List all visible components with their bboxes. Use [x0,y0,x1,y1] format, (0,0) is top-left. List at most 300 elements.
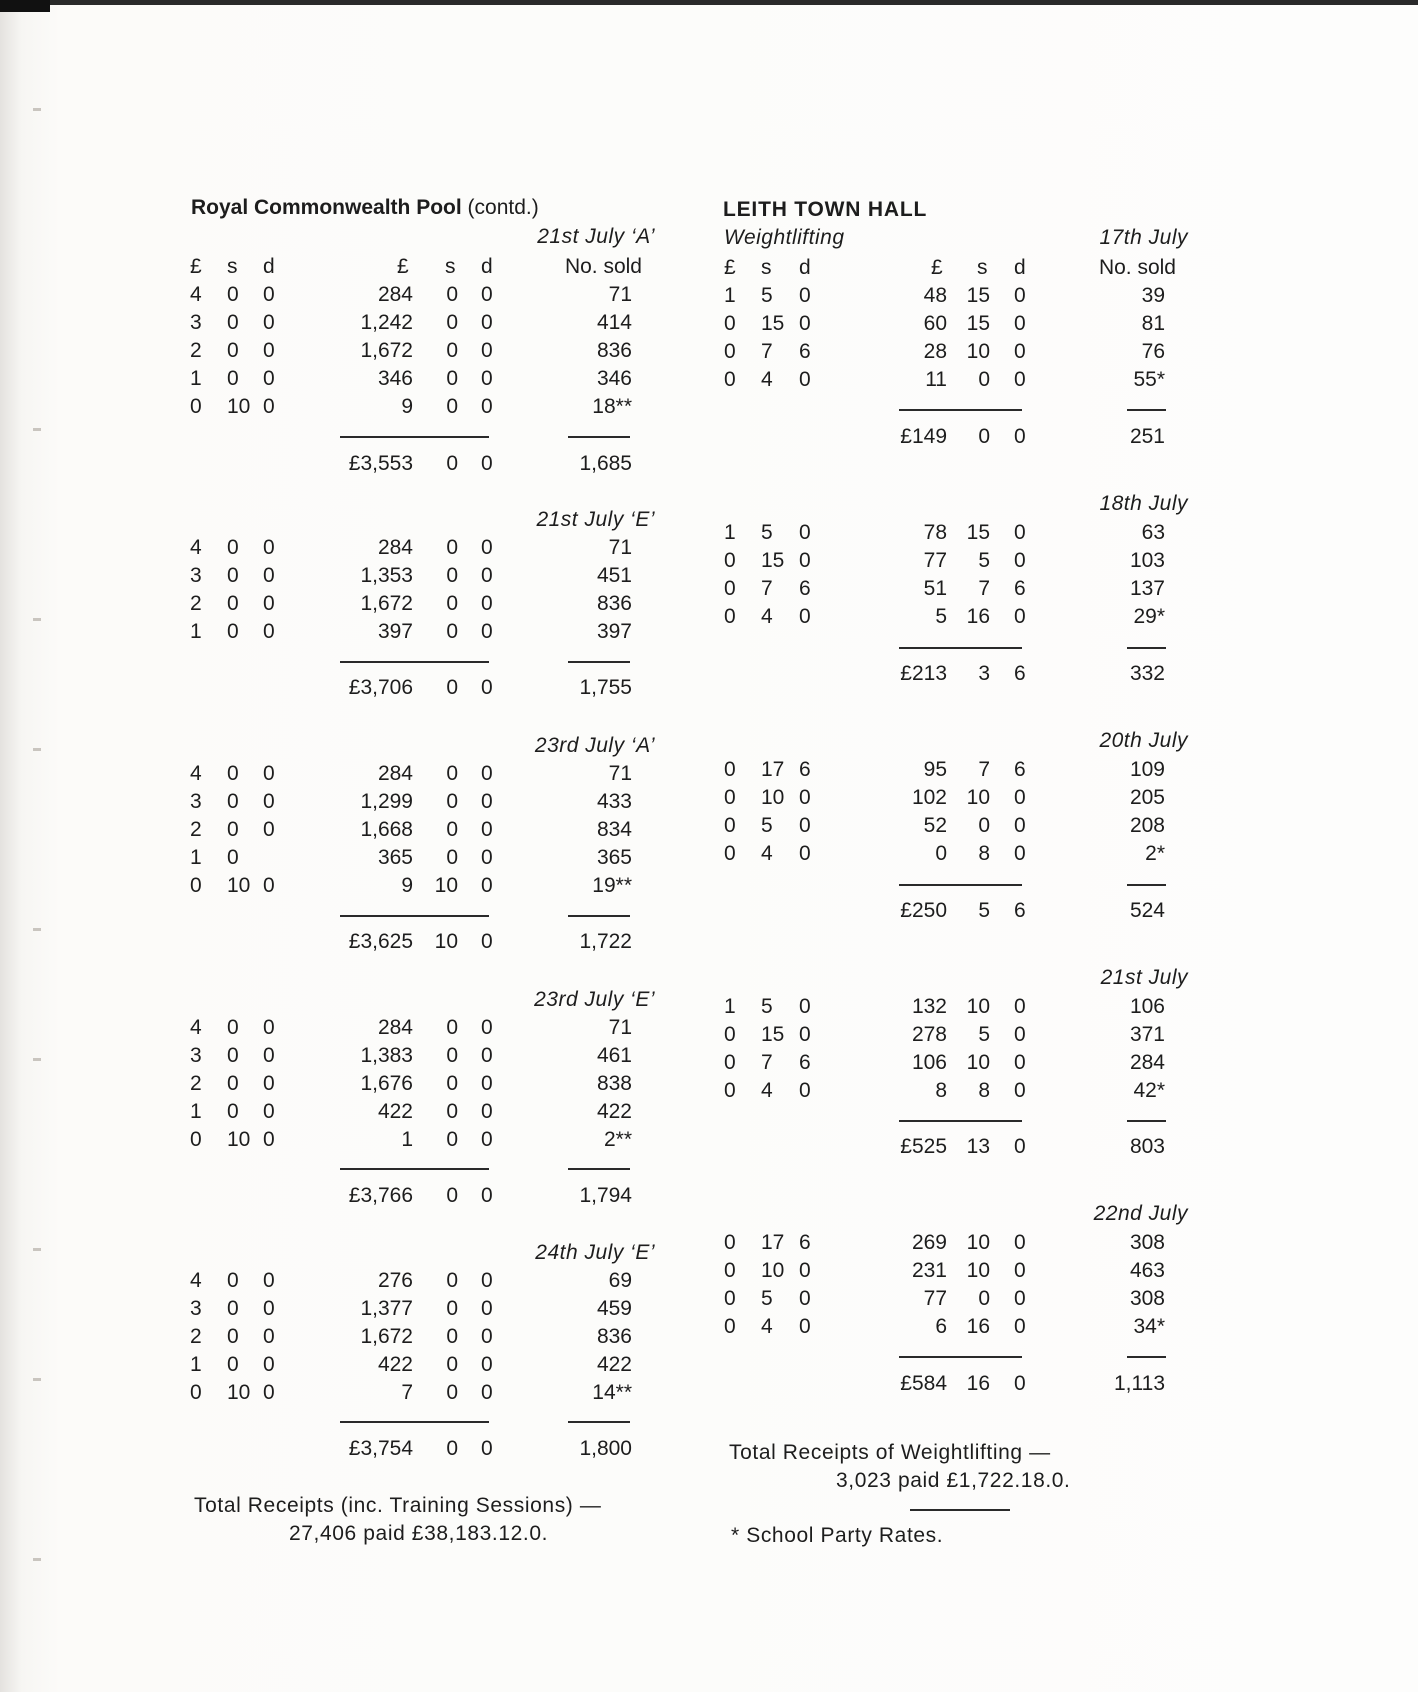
number-sold-cell: 371 [1129,1023,1165,1046]
receipts-pounds-cell: 1,242 [360,311,413,334]
receipts-pence-cell: 0 [1014,786,1026,809]
price-cell: 10 [761,786,785,809]
receipts-pence-cell: 0 [481,790,493,813]
receipts-shillings-cell: 15 [966,312,990,335]
receipts-shillings-cell: 5 [978,549,990,572]
receipts-pounds-cell: 284 [377,283,413,306]
receipts-pence-cell: 0 [481,1072,493,1095]
receipts-pence-cell: 0 [481,762,493,785]
total-pence: 6 [1014,662,1026,685]
price-cell: 6 [799,340,811,363]
receipts-pence-cell: 0 [1014,340,1026,363]
total-sold: 332 [1129,662,1165,685]
receipts-pounds-cell: 48 [923,284,947,307]
total-pounds: £584 [900,1372,947,1395]
number-sold-cell: 34* [1133,1315,1165,1338]
total-sold: 803 [1129,1135,1165,1158]
receipts-pounds-cell: 346 [377,367,413,390]
price-cell: 0 [263,1044,275,1067]
table-row [0,1051,1418,1079]
price-cell: 4 [761,605,773,628]
session-total-row [0,1135,1418,1163]
number-sold-cell: 414 [596,311,632,334]
price-cell: 0 [799,1287,811,1310]
receipts-shillings-cell: 0 [978,1287,990,1310]
receipts-pence-cell: 0 [481,367,493,390]
receipts-pence-cell: 0 [481,1325,493,1348]
receipts-shillings-cell: 8 [978,1079,990,1102]
receipts-pence-cell: 0 [481,1100,493,1123]
price-cell: 0 [724,1259,736,1282]
total-pounds: £213 [900,662,947,685]
price-cell: 0 [799,786,811,809]
price-cell: 10 [227,1381,251,1404]
price-cell: 0 [263,1381,275,1404]
receipts-shillings-cell: 10 [966,1231,990,1254]
receipts-pence-cell: 0 [1014,312,1026,335]
number-sold-cell: 76 [1141,340,1165,363]
session-date: 23rd July ‘E’ [534,988,655,1011]
receipts-shillings-cell: 0 [446,1353,458,1376]
table-row [0,1287,1418,1315]
number-sold-cell: 2** [603,1128,632,1151]
price-cell: 2 [190,592,202,615]
price-cell: 0 [799,1259,811,1282]
table-row [0,1023,1418,1051]
table-row [0,874,1418,902]
total-pounds: £3,553 [348,452,413,475]
number-sold-cell: 71 [608,536,632,559]
price-cell: 2 [190,1325,202,1348]
price-cell: 5 [761,995,773,1018]
receipts-pounds-cell: 0 [935,842,947,865]
number-sold-cell: 346 [596,367,632,390]
number-sold-cell: 308 [1129,1231,1165,1254]
price-cell: 0 [263,874,275,897]
table-row [0,577,1418,605]
receipts-pounds-cell: 422 [377,1100,413,1123]
price-cell: 0 [227,592,239,615]
total-pounds: £3,706 [348,676,413,699]
price-cell: 4 [190,762,202,785]
price-cell: 2 [190,339,202,362]
price-cell: 0 [724,1023,736,1046]
receipts-pence-cell: 0 [481,846,493,869]
price-cell: 0 [799,1079,811,1102]
receipts-shillings-cell: 0 [446,564,458,587]
receipts-pounds-cell: 231 [911,1259,947,1282]
price-cell: 0 [227,1269,239,1292]
price-cell: 0 [724,549,736,572]
price-cell: 0 [724,1051,736,1074]
subtotal-rule [568,1421,630,1423]
price-cell: 6 [799,577,811,600]
price-cell: 0 [227,1044,239,1067]
price-cell: 0 [799,1315,811,1338]
receipts-pence-cell: 0 [1014,1259,1026,1282]
number-sold-cell: 451 [596,564,632,587]
receipts-shillings-cell: 0 [446,1100,458,1123]
price-cell: 0 [227,818,239,841]
receipts-shillings-cell: 0 [446,790,458,813]
price-cell: 4 [190,536,202,559]
price-cell: 10 [227,395,251,418]
receipts-pence-cell: 0 [1014,521,1026,544]
price-col-header: £ [724,256,736,279]
sold-col-header: No. sold [564,255,642,278]
receipts-shillings-cell: 0 [446,1381,458,1404]
receipts-pence-cell: 0 [481,283,493,306]
receipts-shillings-cell: 5 [978,1023,990,1046]
receipts-shillings-cell: 0 [446,818,458,841]
receipts-pence-cell: 0 [481,1128,493,1151]
total-pence: 0 [481,676,493,699]
price-cell: 2 [190,818,202,841]
session-total-row [0,1372,1418,1400]
price-cell: 7 [761,577,773,600]
session-date: 21st July ‘A’ [537,225,655,248]
price-cell: 0 [227,790,239,813]
price-cell: 0 [190,395,202,418]
receipts-pounds-cell: 422 [377,1353,413,1376]
number-sold-cell: 836 [596,592,632,615]
receipts-pounds-cell: 11 [925,368,947,391]
receipts-shillings-cell: 0 [446,283,458,306]
price-cell: 7 [761,340,773,363]
total-sold: 251 [1129,425,1165,448]
receipts-shillings-cell: 16 [966,605,990,628]
pool-total-line2: 27,406 paid £38,183.12.0. [289,1522,549,1545]
total-sold: 1,755 [579,676,632,699]
price-cell: 15 [761,1023,785,1046]
price-cell: 0 [724,1231,736,1254]
receipts-shillings-cell: 0 [446,1269,458,1292]
table-row [0,521,1418,549]
subtotal-rule [1127,647,1166,649]
number-sold-cell: 365 [596,846,632,869]
price-cell: 0 [724,368,736,391]
price-cell: 6 [799,1231,811,1254]
price-cell: 0 [799,814,811,837]
total-shillings: 0 [446,1184,458,1207]
receipts-shillings-cell: 0 [978,814,990,837]
price-cell: 10 [227,874,251,897]
total-shillings: 3 [978,662,990,685]
price-cell: 5 [761,284,773,307]
price-cell: 0 [227,283,239,306]
receipts-pence-cell: 0 [481,564,493,587]
price-cell: 0 [799,842,811,865]
price-cell: 1 [190,367,202,390]
price-cell: 0 [263,762,275,785]
receipts-pounds-cell: 77 [923,549,947,572]
number-sold-cell: 205 [1129,786,1165,809]
price-cell: 0 [263,1100,275,1123]
price-cell: 0 [263,283,275,306]
pool-name: Royal Commonwealth Pool [191,196,462,219]
total-pence: 0 [481,930,493,953]
receipts-pounds-cell: 1,383 [360,1044,413,1067]
total-pence: 0 [481,452,493,475]
receipts-shillings-cell: 0 [446,395,458,418]
subtotal-rule [1127,1120,1166,1122]
receipts-pence-cell: 0 [481,1381,493,1404]
price-col-header: s [227,255,238,278]
receipts-pounds-cell: 5 [935,605,947,628]
receipts-pence-cell: 0 [481,1016,493,1039]
receipts-shillings-cell: 0 [446,536,458,559]
price-cell: 0 [263,311,275,334]
subtotal-rule [899,409,1022,411]
receipts-pence-cell: 0 [1014,284,1026,307]
receipts-pence-cell: 0 [481,1297,493,1320]
price-cell: 10 [227,1128,251,1151]
session-date: 21st July ‘E’ [536,508,655,531]
receipts-pounds-cell: 9 [401,874,413,897]
total-sold: 1,722 [579,930,632,953]
price-cell: 0 [190,874,202,897]
price-cell: 3 [190,1297,202,1320]
price-cell: 4 [761,1079,773,1102]
price-cell: 0 [724,786,736,809]
receipts-shillings-cell: 0 [446,592,458,615]
number-sold-cell: 71 [608,283,632,306]
receipts-shillings-cell: 10 [966,1051,990,1074]
number-sold-cell: 106 [1129,995,1165,1018]
receipts-pounds-cell: 78 [923,521,947,544]
price-cell: 1 [190,1353,202,1376]
receipts-pence-cell: 0 [481,818,493,841]
number-sold-cell: 308 [1129,1287,1165,1310]
price-col-header: d [263,255,275,278]
price-cell: 0 [724,340,736,363]
number-sold-cell: 834 [596,818,632,841]
total-pence: 0 [481,1437,493,1460]
receipts-pounds-cell: 1,672 [360,592,413,615]
top-edge-corner [0,0,50,12]
price-cell: 4 [190,283,202,306]
receipts-pence-cell: 0 [481,874,493,897]
session-total-row [0,1184,1418,1212]
total-pence: 6 [1014,899,1026,922]
number-sold-cell: 14** [592,1381,632,1404]
price-cell: 0 [263,339,275,362]
price-cell: 0 [190,1128,202,1151]
number-sold-cell: 137 [1129,577,1165,600]
receipts-shillings-cell: 10 [966,995,990,1018]
receipts-pounds-cell: 1,299 [360,790,413,813]
receipts-shillings-cell: 0 [446,1016,458,1039]
total-sold: 524 [1129,899,1165,922]
receipts-pence-cell: 0 [1014,605,1026,628]
receipts-shillings-cell: 0 [978,368,990,391]
receipts-col-header: d [481,255,493,278]
number-sold-cell: 459 [596,1297,632,1320]
number-sold-cell: 18** [592,395,632,418]
receipts-pounds-cell: 6 [935,1315,947,1338]
school-party-note: * School Party Rates. [731,1524,944,1547]
receipts-pounds-cell: 9 [401,395,413,418]
price-cell: 10 [761,1259,785,1282]
right-section-title: LEITH TOWN HALL [723,198,928,221]
table-row [0,995,1418,1023]
number-sold-cell: 836 [596,339,632,362]
price-cell: 0 [724,577,736,600]
receipts-pounds-cell: 1,676 [360,1072,413,1095]
receipts-pounds-cell: 284 [377,536,413,559]
price-cell: 0 [227,846,239,869]
receipts-pence-cell: 0 [1014,1287,1026,1310]
total-sold: 1,685 [579,452,632,475]
price-cell: 6 [799,758,811,781]
price-cell: 0 [799,521,811,544]
subtotal-rule [899,1120,1022,1122]
price-cell: 0 [724,605,736,628]
session-date: 23rd July ‘A’ [534,734,655,757]
price-cell: 0 [227,1100,239,1123]
number-sold-cell: 422 [596,1353,632,1376]
receipts-col-header: £ [397,255,409,278]
receipts-shillings-cell: 0 [446,1044,458,1067]
price-cell: 1 [190,620,202,643]
pool-total-line1: Total Receipts (inc. Training Sessions) — [194,1494,602,1517]
price-cell: 3 [190,311,202,334]
total-sold: 1,800 [579,1437,632,1460]
number-sold-cell: 836 [596,1325,632,1348]
price-cell: 0 [263,1016,275,1039]
price-cell: 4 [190,1016,202,1039]
price-cell: 4 [190,1269,202,1292]
number-sold-cell: 397 [596,620,632,643]
receipts-shillings-cell: 0 [446,1297,458,1320]
price-cell: 0 [190,1381,202,1404]
receipts-pounds-cell: 77 [923,1287,947,1310]
number-sold-cell: 838 [596,1072,632,1095]
price-cell: 1 [190,846,202,869]
price-cell: 0 [724,758,736,781]
price-cell: 0 [227,1325,239,1348]
total-pounds: £3,766 [348,1184,413,1207]
table-row [0,1315,1418,1343]
number-sold-cell: 463 [1129,1259,1165,1282]
receipts-shillings-cell: 0 [446,846,458,869]
binding-mark [33,748,41,751]
number-sold-cell: 69 [608,1269,632,1292]
receipts-shillings-cell: 0 [446,620,458,643]
receipts-pence-cell: 0 [481,1044,493,1067]
number-sold-cell: 81 [1141,312,1165,335]
receipts-pence-cell: 0 [1014,1079,1026,1102]
subtotal-rule [899,647,1022,649]
price-cell: 5 [761,1287,773,1310]
price-cell: 17 [761,758,785,781]
table-row [0,1231,1418,1259]
price-col-header: s [761,256,772,279]
receipts-pence-cell: 0 [1014,1315,1026,1338]
price-cell: 0 [227,311,239,334]
receipts-col-header: d [1014,256,1026,279]
receipts-pounds-cell: 365 [377,846,413,869]
table-row [0,842,1418,870]
table-row [0,1079,1418,1107]
price-cell: 4 [761,368,773,391]
receipts-pounds-cell: 52 [923,814,947,837]
price-cell: 3 [190,564,202,587]
subtotal-rule [568,1168,630,1170]
price-cell: 0 [227,339,239,362]
number-sold-cell: 208 [1129,814,1165,837]
price-cell: 0 [227,620,239,643]
receipts-col-header: s [977,256,988,279]
receipts-shillings-cell: 10 [966,1259,990,1282]
number-sold-cell: 19** [592,874,632,897]
receipts-pounds-cell: 284 [377,762,413,785]
total-pounds: £3,625 [348,930,413,953]
price-cell: 0 [799,284,811,307]
price-cell: 0 [263,1269,275,1292]
number-sold-cell: 2* [1145,842,1165,865]
price-cell: 1 [724,995,736,1018]
price-cell: 5 [761,814,773,837]
sold-col-header: No. sold [1098,256,1176,279]
receipts-pounds-cell: 60 [923,312,947,335]
table-row [0,1259,1418,1287]
receipts-pence-cell: 0 [481,395,493,418]
footer-rule [910,1509,1010,1511]
price-cell: 0 [263,1128,275,1151]
receipts-pence-cell: 0 [481,311,493,334]
number-sold-cell: 71 [608,1016,632,1039]
total-pounds: £3,754 [348,1437,413,1460]
number-sold-cell: 103 [1129,549,1165,572]
receipts-pounds-cell: 397 [377,620,413,643]
price-cell: 0 [799,549,811,572]
price-cell: 0 [799,368,811,391]
table-row [0,284,1418,312]
price-cell: 0 [799,995,811,1018]
number-sold-cell: 55* [1133,368,1165,391]
number-sold-cell: 29* [1133,605,1165,628]
total-pounds: £525 [900,1135,947,1158]
receipts-shillings-cell: 10 [966,786,990,809]
price-cell: 0 [724,814,736,837]
price-cell: 5 [761,521,773,544]
receipts-shillings-cell: 0 [446,1325,458,1348]
receipts-shillings-cell: 15 [966,284,990,307]
number-sold-cell: 422 [596,1100,632,1123]
total-pence: 0 [1014,1372,1026,1395]
table-row [0,340,1418,368]
number-sold-cell: 71 [608,762,632,785]
price-cell: 2 [190,1072,202,1095]
receipts-col-header: £ [931,256,943,279]
binding-mark [33,108,41,111]
pool-name-suffix: (contd.) [461,196,539,219]
price-cell: 0 [263,367,275,390]
price-col-header: d [799,256,811,279]
table-row [0,786,1418,814]
session-date: 20th July [1099,729,1188,752]
price-cell: 0 [799,1023,811,1046]
total-sold: 1,794 [579,1184,632,1207]
receipts-pence-cell: 0 [1014,1051,1026,1074]
receipts-pence-cell: 6 [1014,758,1026,781]
subtotal-rule [1127,884,1166,886]
price-cell: 3 [190,1044,202,1067]
price-cell: 0 [227,536,239,559]
price-cell: 0 [724,1079,736,1102]
price-cell: 7 [761,1051,773,1074]
